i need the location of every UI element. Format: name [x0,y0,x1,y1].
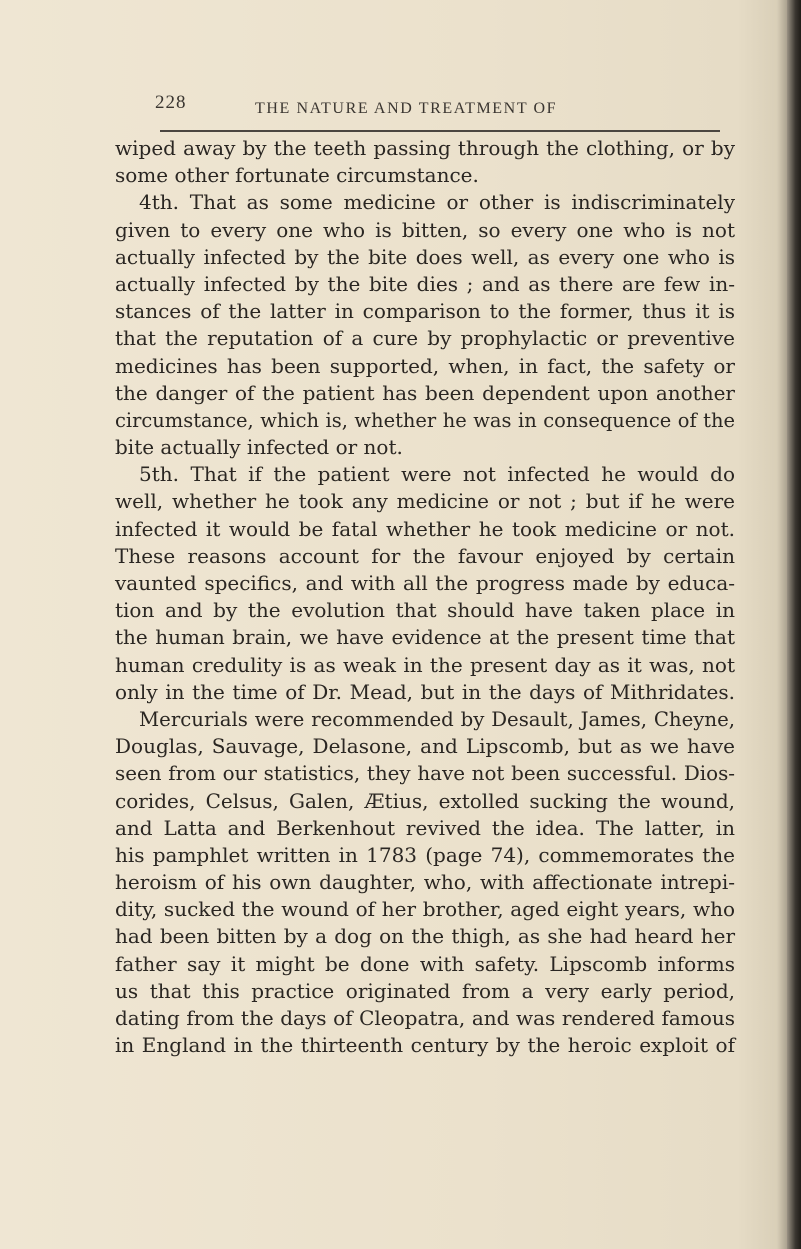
page-header [155,92,715,126]
text-line: Douglas, Sauvage, Delasone, and Lipscomb, but as we have [115,734,735,759]
page-edge-shadow [787,0,801,1249]
text-line: 4th. That as some medicine or other is indiscriminately [139,190,735,215]
text-line: vaunted specifics, and with all the progress made by educa- [115,571,735,595]
text-line: given to every one who is bitten, so every one who is not [115,217,735,242]
text-line: heroism of his own daughter, who, with affectionate intrepi- [115,870,735,895]
text-line: some other fortunate circumstance. [115,163,479,188]
text-line: wiped away by the teeth passing through the clothing, or by [115,136,735,160]
text-line: his pamphlet written in 1783 (page 74), commemorates the [115,842,735,867]
text-line: and Latta and Berkenhout revived the idea. The latter, in [115,815,735,840]
text-line: only in the time of Dr. Mead, but in the days of Mithridates. [115,679,735,704]
header-rule [160,130,720,132]
text-line: medicines has been supported, when, in fact, the safety or [115,353,735,378]
text-line: circumstance, which is, whether he was in consequence of the [115,408,735,432]
text-line: the human brain, we have evidence at the present time that [115,625,735,650]
text-line: that the reputation of a cure by prophylactic or preventive [115,326,735,351]
text-line: infected it would be fatal whether he took medicine or not. [115,516,735,541]
text-line: actually infected by the bite does well, as every one who is [115,244,735,269]
text-line: human credulity is as weak in the present day as it was, not [115,652,735,677]
text-line: corides, Celsus, Galen, Ætius, extolled sucking the wound, [115,788,735,813]
text-line: us that this practice originated from a very early period, [115,978,735,1003]
text-line: actually infected by the bite dies ; and as there are few in- [115,271,735,296]
running-head: THE NATURE AND TREATMENT OF [255,100,558,117]
body-text [115,135,735,1059]
text-line: Mercurials were recommended by Desault, James, Cheyne, [139,707,735,731]
text-line: stances of the latter in comparison to the former, thus it is [115,299,735,324]
text-line: well, whether he took any medicine or not ; but if he were [115,489,735,514]
text-line: These reasons account for the favour enjoyed by certain [115,543,735,568]
text-line: dating from the days of Cleopatra, and was rendered famous [115,1006,735,1030]
text-line: in England in the thirteenth century by the heroic exploit of [115,1033,735,1058]
text-line: dity, sucked the wound of her brother, aged eight years, who [115,897,735,922]
text-line: seen from our statistics, they have not been successful. Dios- [115,762,735,786]
text-line: bite actually infected or not. [115,435,403,460]
text-line: 5th. That if the patient were not infected he would do [139,462,735,487]
page-number: 228 [155,92,187,113]
text-line: had been bitten by a dog on the thigh, as she had heard her [115,924,735,949]
text-line: tion and by the evolution that should have taken place in [115,598,735,623]
text-line: father say it might be done with safety. Lipscomb informs [115,951,735,976]
text-line: the danger of the patient has been dependent upon another [115,380,735,405]
